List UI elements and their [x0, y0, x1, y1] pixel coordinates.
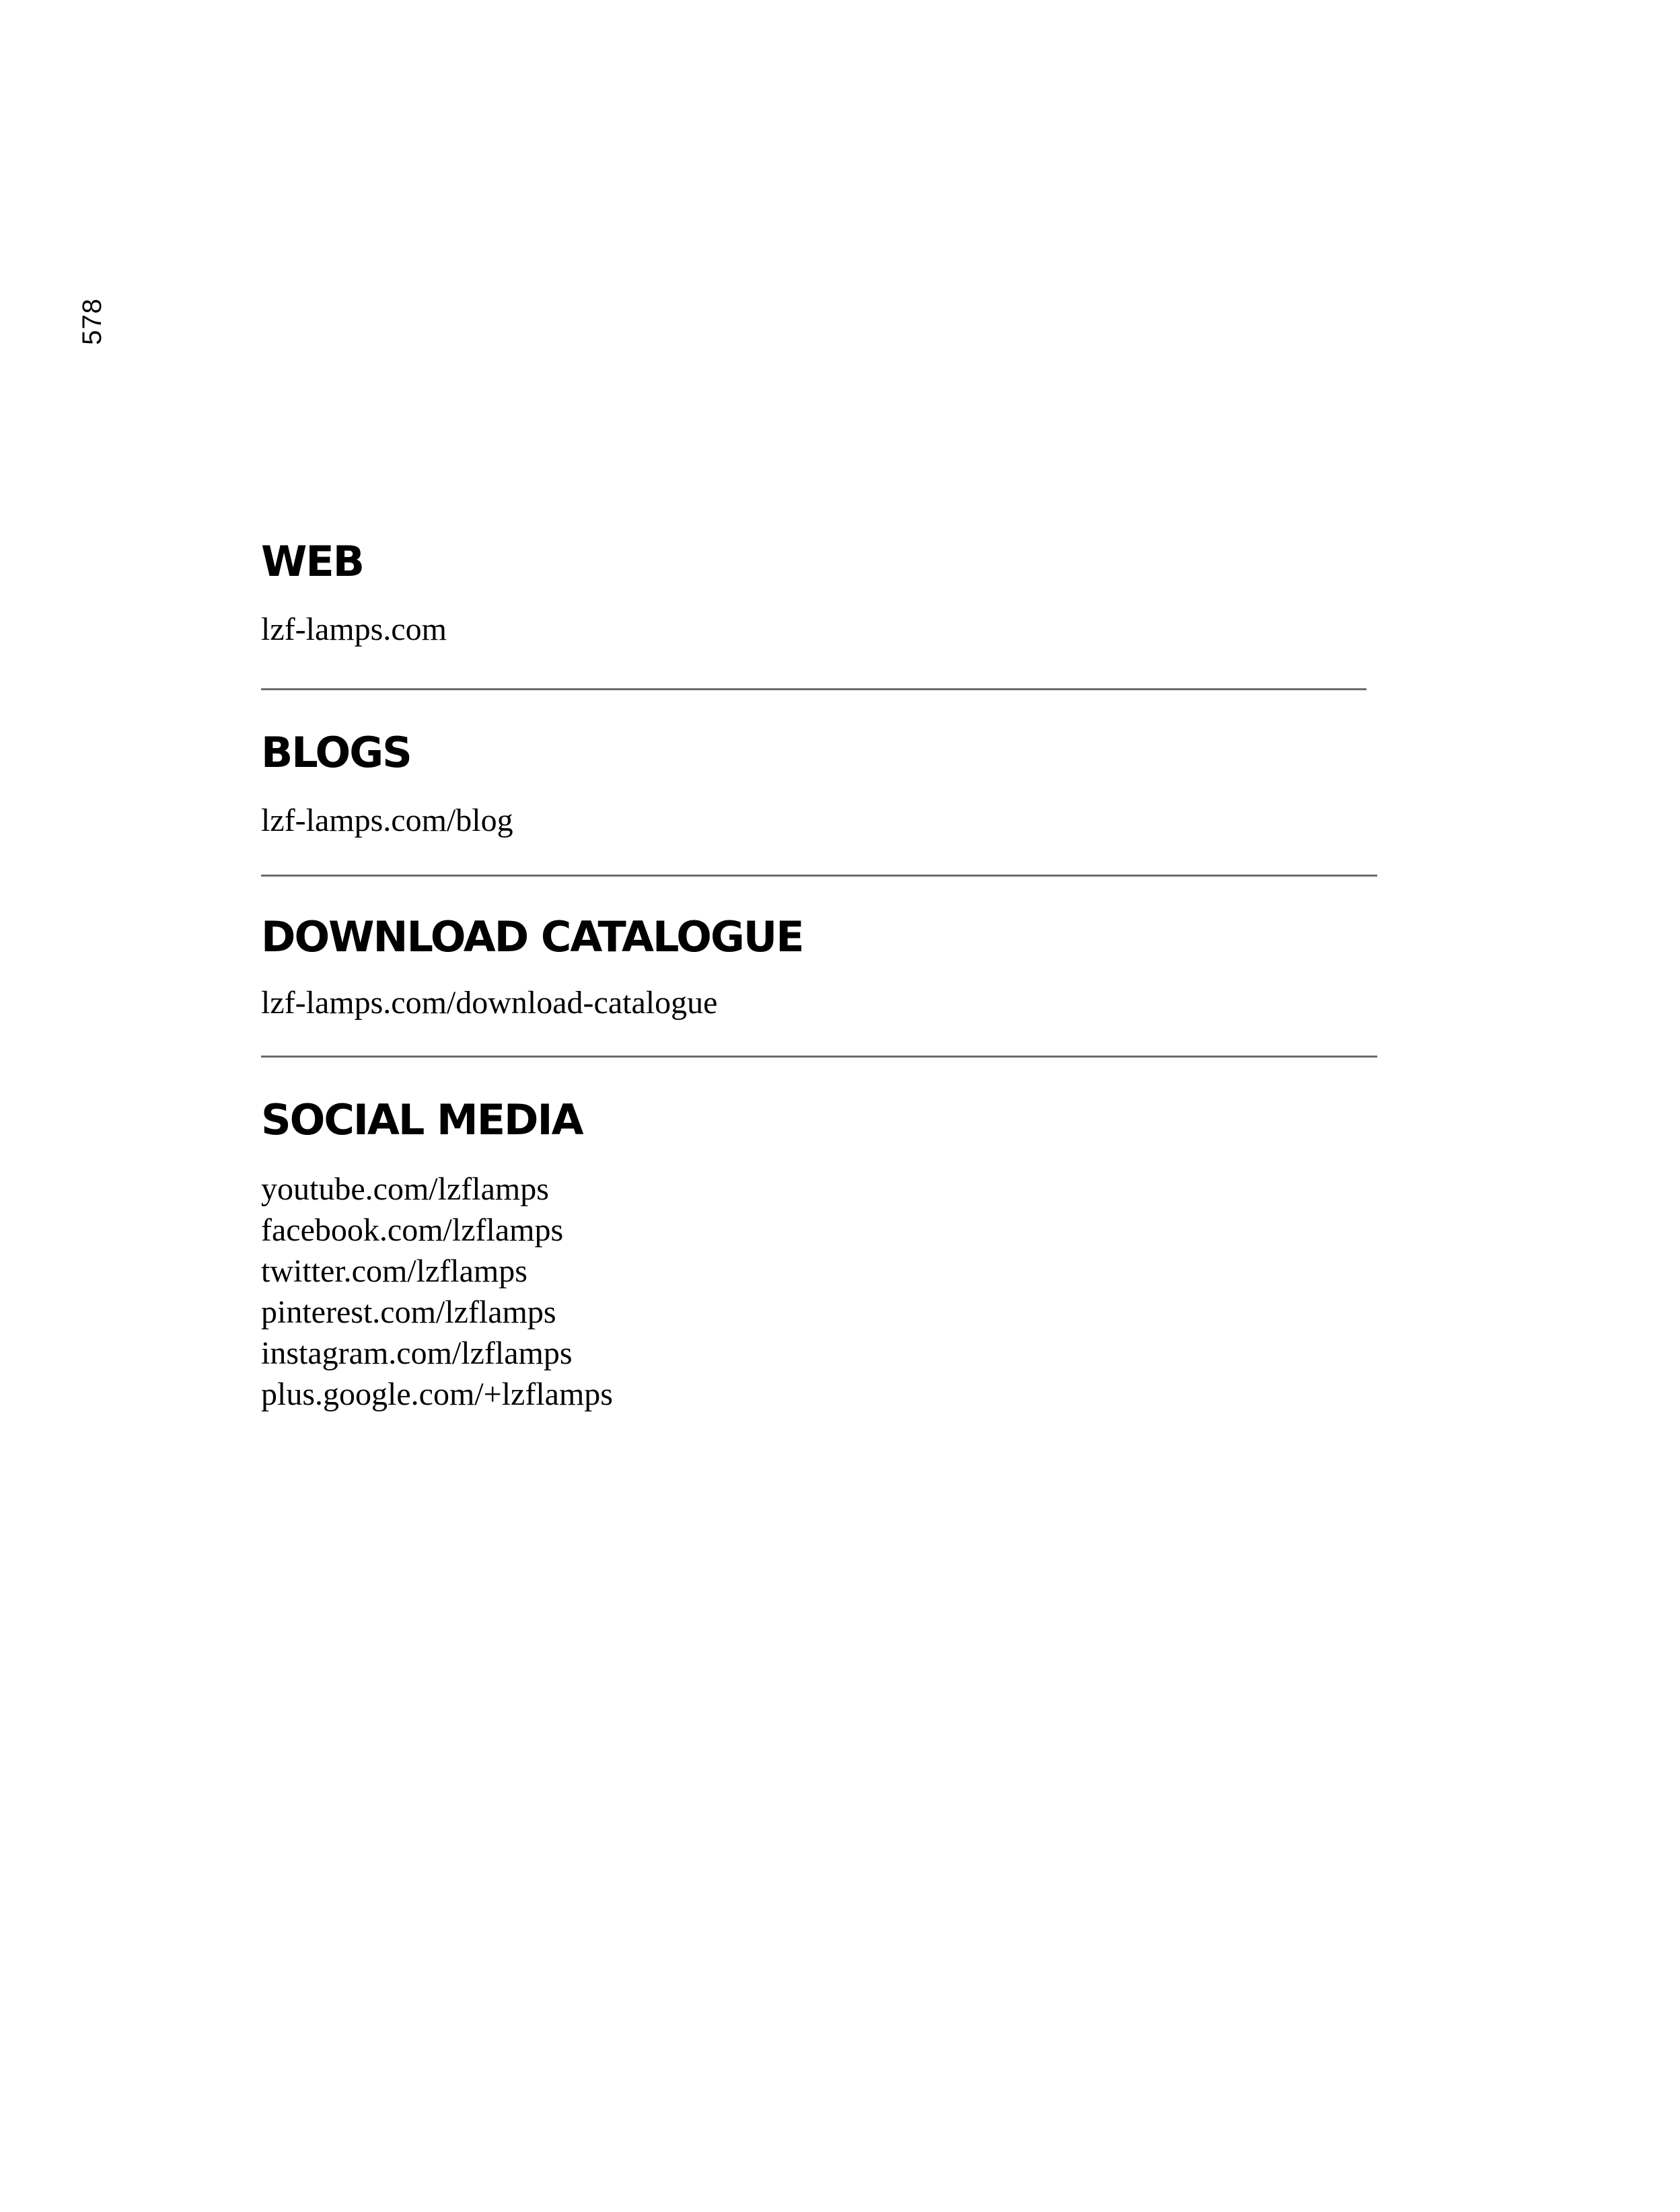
- section-divider: [261, 688, 1366, 690]
- download-catalogue-link[interactable]: lzf-lamps.com/download-catalogue: [261, 985, 718, 1021]
- section-download-catalogue: [261, 912, 803, 1023]
- blog-link[interactable]: lzf-lamps.com/blog: [261, 803, 513, 838]
- social-media-list: [261, 1169, 613, 1415]
- section-divider: [261, 1056, 1377, 1058]
- social-link-facebook[interactable]: facebook.com/lzflamps: [261, 1212, 564, 1248]
- social-link-youtube[interactable]: youtube.com/lzflamps: [261, 1171, 549, 1207]
- section-web: [261, 537, 447, 650]
- social-link-twitter[interactable]: twitter.com/lzflamps: [261, 1253, 527, 1289]
- web-link[interactable]: lzf-lamps.com: [261, 612, 447, 647]
- section-heading-download-catalogue: DOWNLOAD CATALOGUE: [261, 912, 803, 961]
- page-number: 578: [77, 298, 107, 345]
- section-heading-social-media: SOCIAL MEDIA: [261, 1095, 583, 1144]
- section-social-media: [261, 1095, 613, 1415]
- section-heading-web: WEB: [261, 537, 363, 586]
- section-blogs: [261, 728, 513, 841]
- social-link-instagram[interactable]: instagram.com/lzflamps: [261, 1335, 573, 1371]
- section-heading-blogs: BLOGS: [261, 728, 411, 777]
- section-divider: [261, 875, 1377, 877]
- social-link-pinterest[interactable]: pinterest.com/lzflamps: [261, 1294, 556, 1330]
- social-link-google-plus[interactable]: plus.google.com/+lzflamps: [261, 1376, 613, 1412]
